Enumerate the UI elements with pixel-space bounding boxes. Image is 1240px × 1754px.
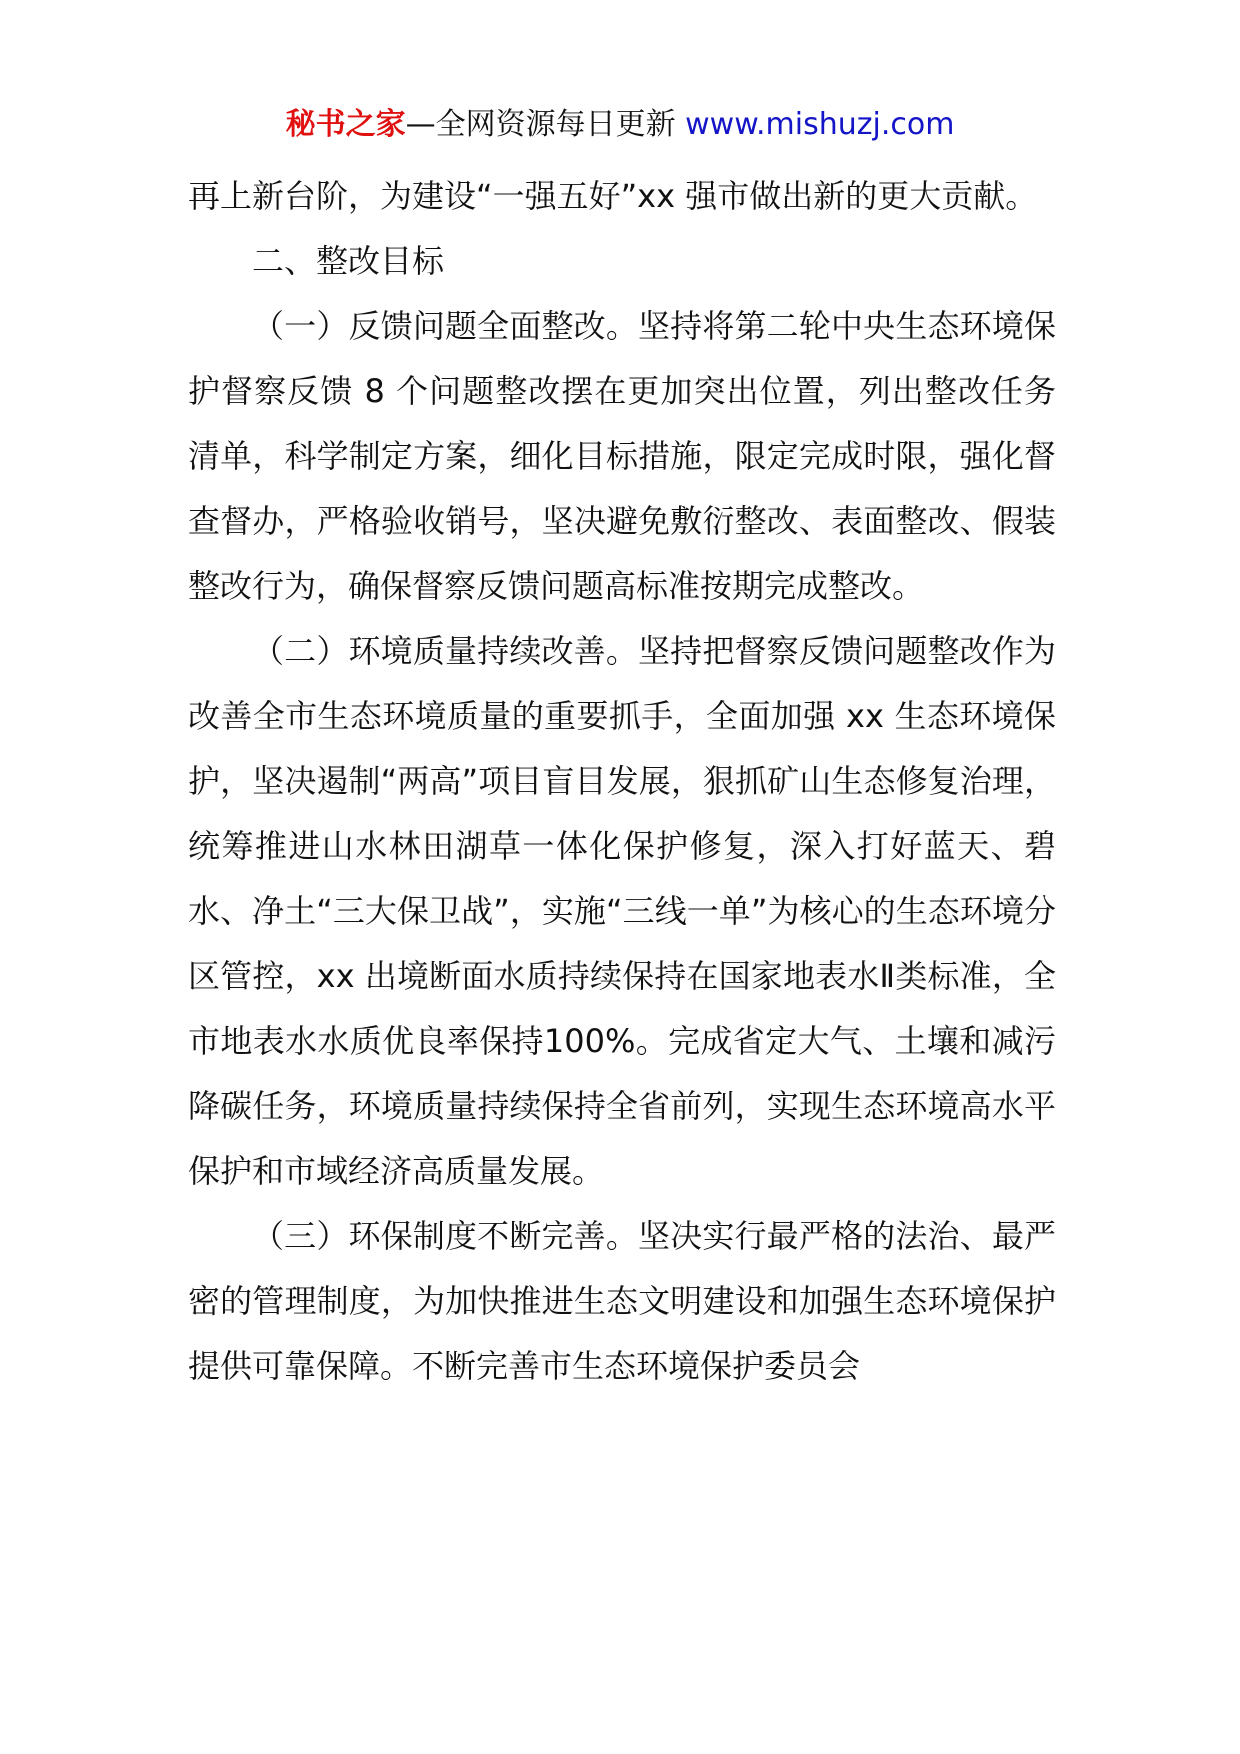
brand-name: 秘书之家 (285, 107, 406, 142)
paragraph-item-1: （一）反馈问题全面整改。坚持将第二轮中央生态环境保护督察反馈 8 个问题整改摆在更加突出位置，列出整改任务清单，科学制定方案，细化目标措施，限定完成时限，强化督查督办，严格验收销号，坚决避免敷衍整改、表面整改、假装整改行为，确保督察反馈问题高标准按期完成整改。 (188, 307, 1056, 605)
website-link[interactable]: www.mishuzj.com (685, 107, 955, 142)
paragraph-item-3: （三）环保制度不断完善。坚决实行最严格的法治、最严密的管理制度，为加快推进生态文明建设和加强生态环境保护提供可靠保障。不断完善市生态环境保护委员会 (188, 1217, 1056, 1385)
paragraph-continuation: 再上新台阶，为建设“一强五好”xx 强市做出新的更大贡献。 (188, 177, 1038, 215)
page-header (0, 103, 1240, 147)
document-body (188, 164, 1056, 1399)
paragraph-item-2: （二）环境质量持续改善。坚持把督察反馈问题整改作为改善全市生态环境质量的重要抓手，全面加强 xx 生态环境保护，坚决遏制“两高”项目盲目发展，狠抓矿山生态修复治理，统筹推进山水林田湖草一体化保护修复，深入打好蓝天、碧水、净土“三大保卫战”，实施“三线一单”为核心的生态环境分区管控，xx 出境断面水质持续保持在国家地表水Ⅱ类标准，全市地表水水质优良率保持100%。完成省定大气、土壤和减污降碳任务，环境质量持续保持全省前列，实现生态环境高水平保护和市域经济高质量发展。 (188, 632, 1056, 1190)
header-tagline: —全网资源每日更新 (405, 107, 686, 142)
section-heading: 二、整改目标 (252, 242, 445, 280)
